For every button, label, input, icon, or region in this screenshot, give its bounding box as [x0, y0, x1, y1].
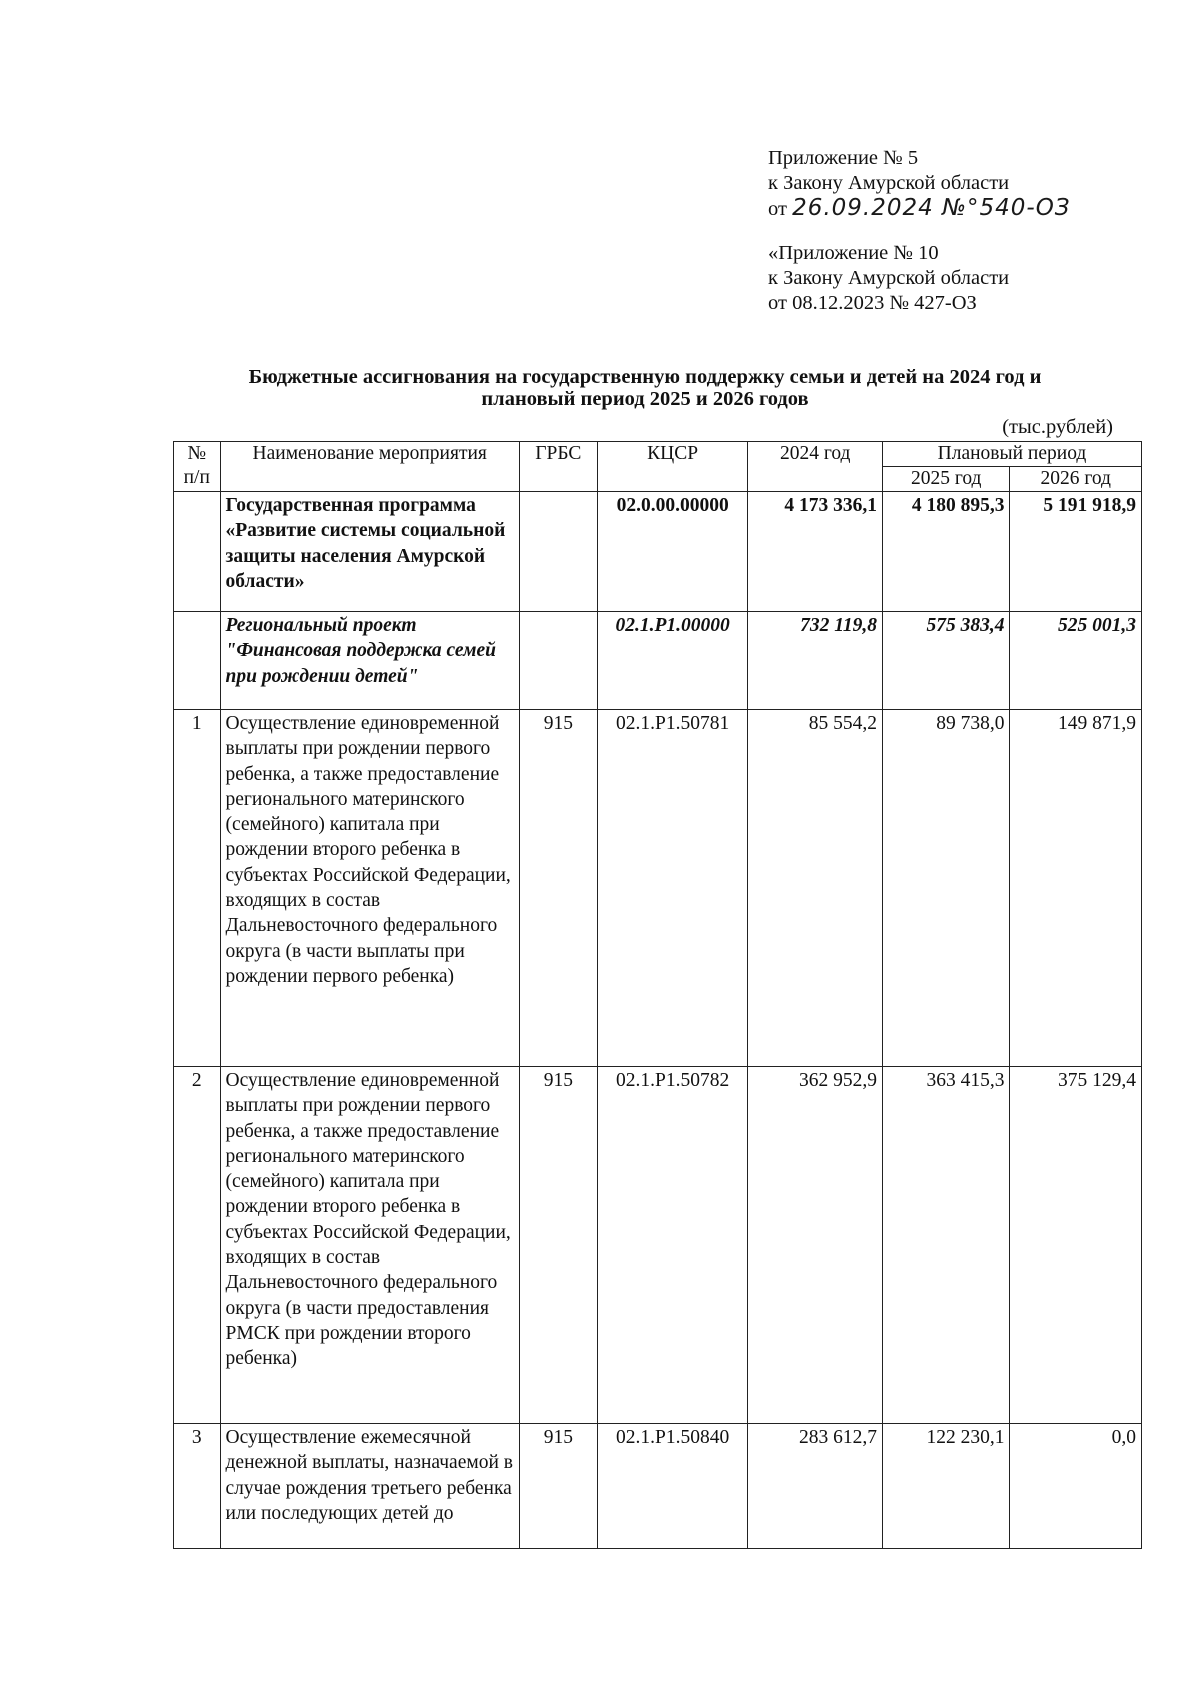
row-2024: 732 119,8: [748, 612, 883, 710]
row-kcsr: 02.1.Р1.00000: [597, 612, 748, 710]
budget-table: [173, 441, 1142, 1549]
header-planned-period: Плановый период: [883, 442, 1142, 467]
row-num: 1: [174, 710, 221, 1067]
annex-reference: [768, 146, 1188, 222]
header-num: [174, 442, 221, 492]
row-2025: 575 383,4: [883, 612, 1010, 710]
units-label: (тыс.рублей): [1002, 416, 1113, 438]
prev-annex-law: к Закону Амурской области: [768, 267, 1010, 289]
row-name: Региональный проект "Финансовая поддержка семей при рождении детей": [220, 612, 519, 710]
prev-annex-date: от 08.12.2023 № 427-ОЗ: [768, 292, 977, 314]
table-row: [174, 612, 1142, 710]
handwritten-date-number: 26.09.2024 №°540-ОЗ: [792, 195, 1071, 221]
row-grbs: [519, 492, 597, 612]
title-line-1: Бюджетные ассигнования на государственную поддержку семьи и детей на 2024 год и: [248, 366, 1042, 388]
table-row: [174, 1067, 1142, 1424]
row-2024: 85 554,2: [748, 710, 883, 1067]
annex-date-prefix: от: [768, 198, 787, 220]
row-num: [174, 612, 221, 710]
row-num: [174, 492, 221, 612]
header-2026: 2026 год: [1010, 467, 1142, 492]
header-grbs: ГРБС: [519, 442, 597, 492]
annex-date: [768, 196, 1188, 222]
row-name: Осуществление единовременной выплаты при рождении первого ребенка, а также предоставление регионального материнского (семейного) капитала при рождении второго ребенка в субъектах Российской Федерации, входящих в состав Дальневосточного федерального округа (в части предоставления РМСК при рождении второго ребенка): [220, 1067, 519, 1424]
row-name: Государственная программа «Развитие системы социальной защиты населения Амурской области»: [220, 492, 519, 612]
row-num: 2: [174, 1067, 221, 1424]
row-num: 3: [174, 1424, 221, 1549]
row-name: Осуществление ежемесячной денежной выплаты, назначаемой в случае рождения третьего ребенка или последующих детей до: [220, 1424, 519, 1549]
row-kcsr: 02.0.00.00000: [597, 492, 748, 612]
row-2025: 363 415,3: [883, 1067, 1010, 1424]
table-row: [174, 492, 1142, 612]
annex-number: Приложение № 5: [768, 147, 919, 169]
row-2025: 122 230,1: [883, 1424, 1010, 1549]
row-grbs: 915: [519, 1424, 597, 1549]
header-row-1: [174, 442, 1142, 467]
row-2026: 0,0: [1010, 1424, 1142, 1549]
row-grbs: 915: [519, 1067, 597, 1424]
row-kcsr: 02.1.Р1.50782: [597, 1067, 748, 1424]
prev-annex-number: «Приложение № 10: [768, 242, 939, 264]
row-name: Осуществление единовременной выплаты при рождении первого ребенка, а также предоставление регионального материнского (семейного) капитала при рождении второго ребенка в субъектах Российской Федерации, входящих в состав Дальневосточного федерального округа (в части выплаты при рождении первого ребенка): [220, 710, 519, 1067]
row-kcsr: 02.1.Р1.50840: [597, 1424, 748, 1549]
row-grbs: 915: [519, 710, 597, 1067]
row-2024: 362 952,9: [748, 1067, 883, 1424]
row-2026: 375 129,4: [1010, 1067, 1142, 1424]
row-2024: 4 173 336,1: [748, 492, 883, 612]
previous-annex-reference: [768, 241, 1188, 316]
annex-law: к Закону Амурской области: [768, 172, 1010, 194]
header-name: Наименование мероприятия: [220, 442, 519, 492]
row-2026: 525 001,3: [1010, 612, 1142, 710]
table-row: [174, 1424, 1142, 1549]
header-2024: 2024 год: [748, 442, 883, 492]
row-2024: 283 612,7: [748, 1424, 883, 1549]
row-grbs: [519, 612, 597, 710]
row-2026: 5 191 918,9: [1010, 492, 1142, 612]
row-2025: 89 738,0: [883, 710, 1010, 1067]
row-2026: 149 871,9: [1010, 710, 1142, 1067]
row-kcsr: 02.1.Р1.50781: [597, 710, 748, 1067]
title-line-2: плановый период 2025 и 2026 годов: [481, 388, 809, 410]
row-2025: 4 180 895,3: [883, 492, 1010, 612]
header-2025: 2025 год: [883, 467, 1010, 492]
header-num-line2: п/п: [183, 467, 210, 488]
document-title: [150, 366, 1140, 410]
header-kcsr: КЦСР: [597, 442, 748, 492]
header-num-line1: №: [187, 443, 207, 464]
table-row: [174, 710, 1142, 1067]
